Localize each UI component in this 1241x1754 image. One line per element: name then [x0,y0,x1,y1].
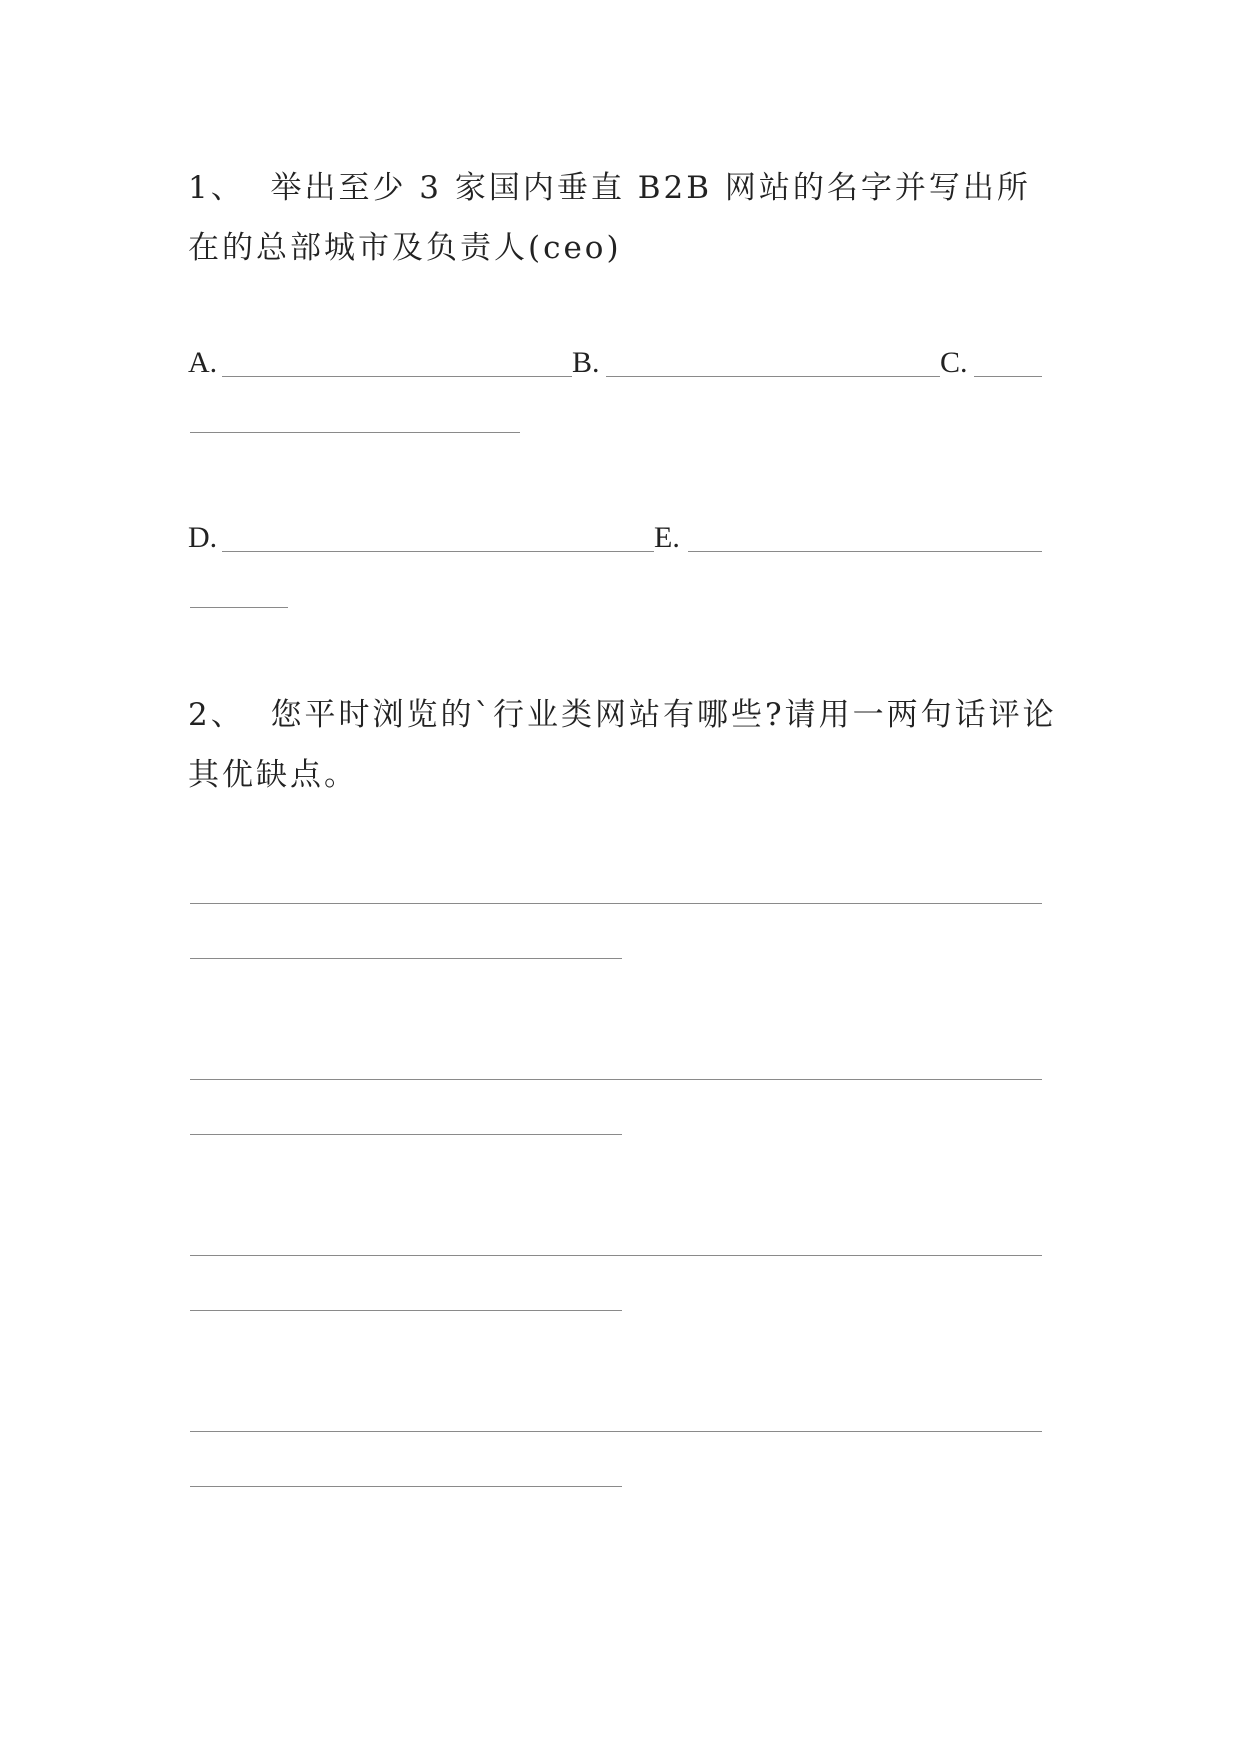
question-1 [188,158,1058,278]
answer-d-blank[interactable] [222,551,654,552]
answer-2-line-2[interactable] [190,1079,1042,1080]
answer-e-label: E. [654,521,680,554]
question-1-text: 举出至少 3 家国内垂直 B2B 网站的名字并写出所在的总部城市及负责人(ceo) [188,170,1031,266]
answer-2-line-4[interactable] [190,1431,1042,1432]
question-2-number: 2、 [188,697,245,733]
answer-2-line-3b[interactable] [190,1310,622,1311]
answer-d-label: D. [188,521,218,554]
answer-e-blank-continued[interactable] [190,607,288,608]
answer-b-label: B. [572,346,600,379]
answer-c-blank[interactable] [974,376,1042,377]
question-2-text: 您平时浏览的`行业类网站有哪些?请用一两句话评论其优缺点。 [188,697,1057,793]
answer-c-label: C. [940,346,968,379]
question-2 [188,685,1058,805]
answer-e-blank[interactable] [688,551,1042,552]
answer-2-line-4b[interactable] [190,1486,622,1487]
answer-2-line-1b[interactable] [190,958,622,959]
answer-c-blank-continued[interactable] [190,432,520,433]
answer-a-label: A. [188,346,218,379]
question-1-number: 1、 [188,170,245,206]
answer-2-line-1[interactable] [190,903,1042,904]
answer-b-blank[interactable] [606,376,940,377]
answer-2-line-2b[interactable] [190,1134,622,1135]
answer-2-line-3[interactable] [190,1255,1042,1256]
answer-a-blank[interactable] [222,376,572,377]
